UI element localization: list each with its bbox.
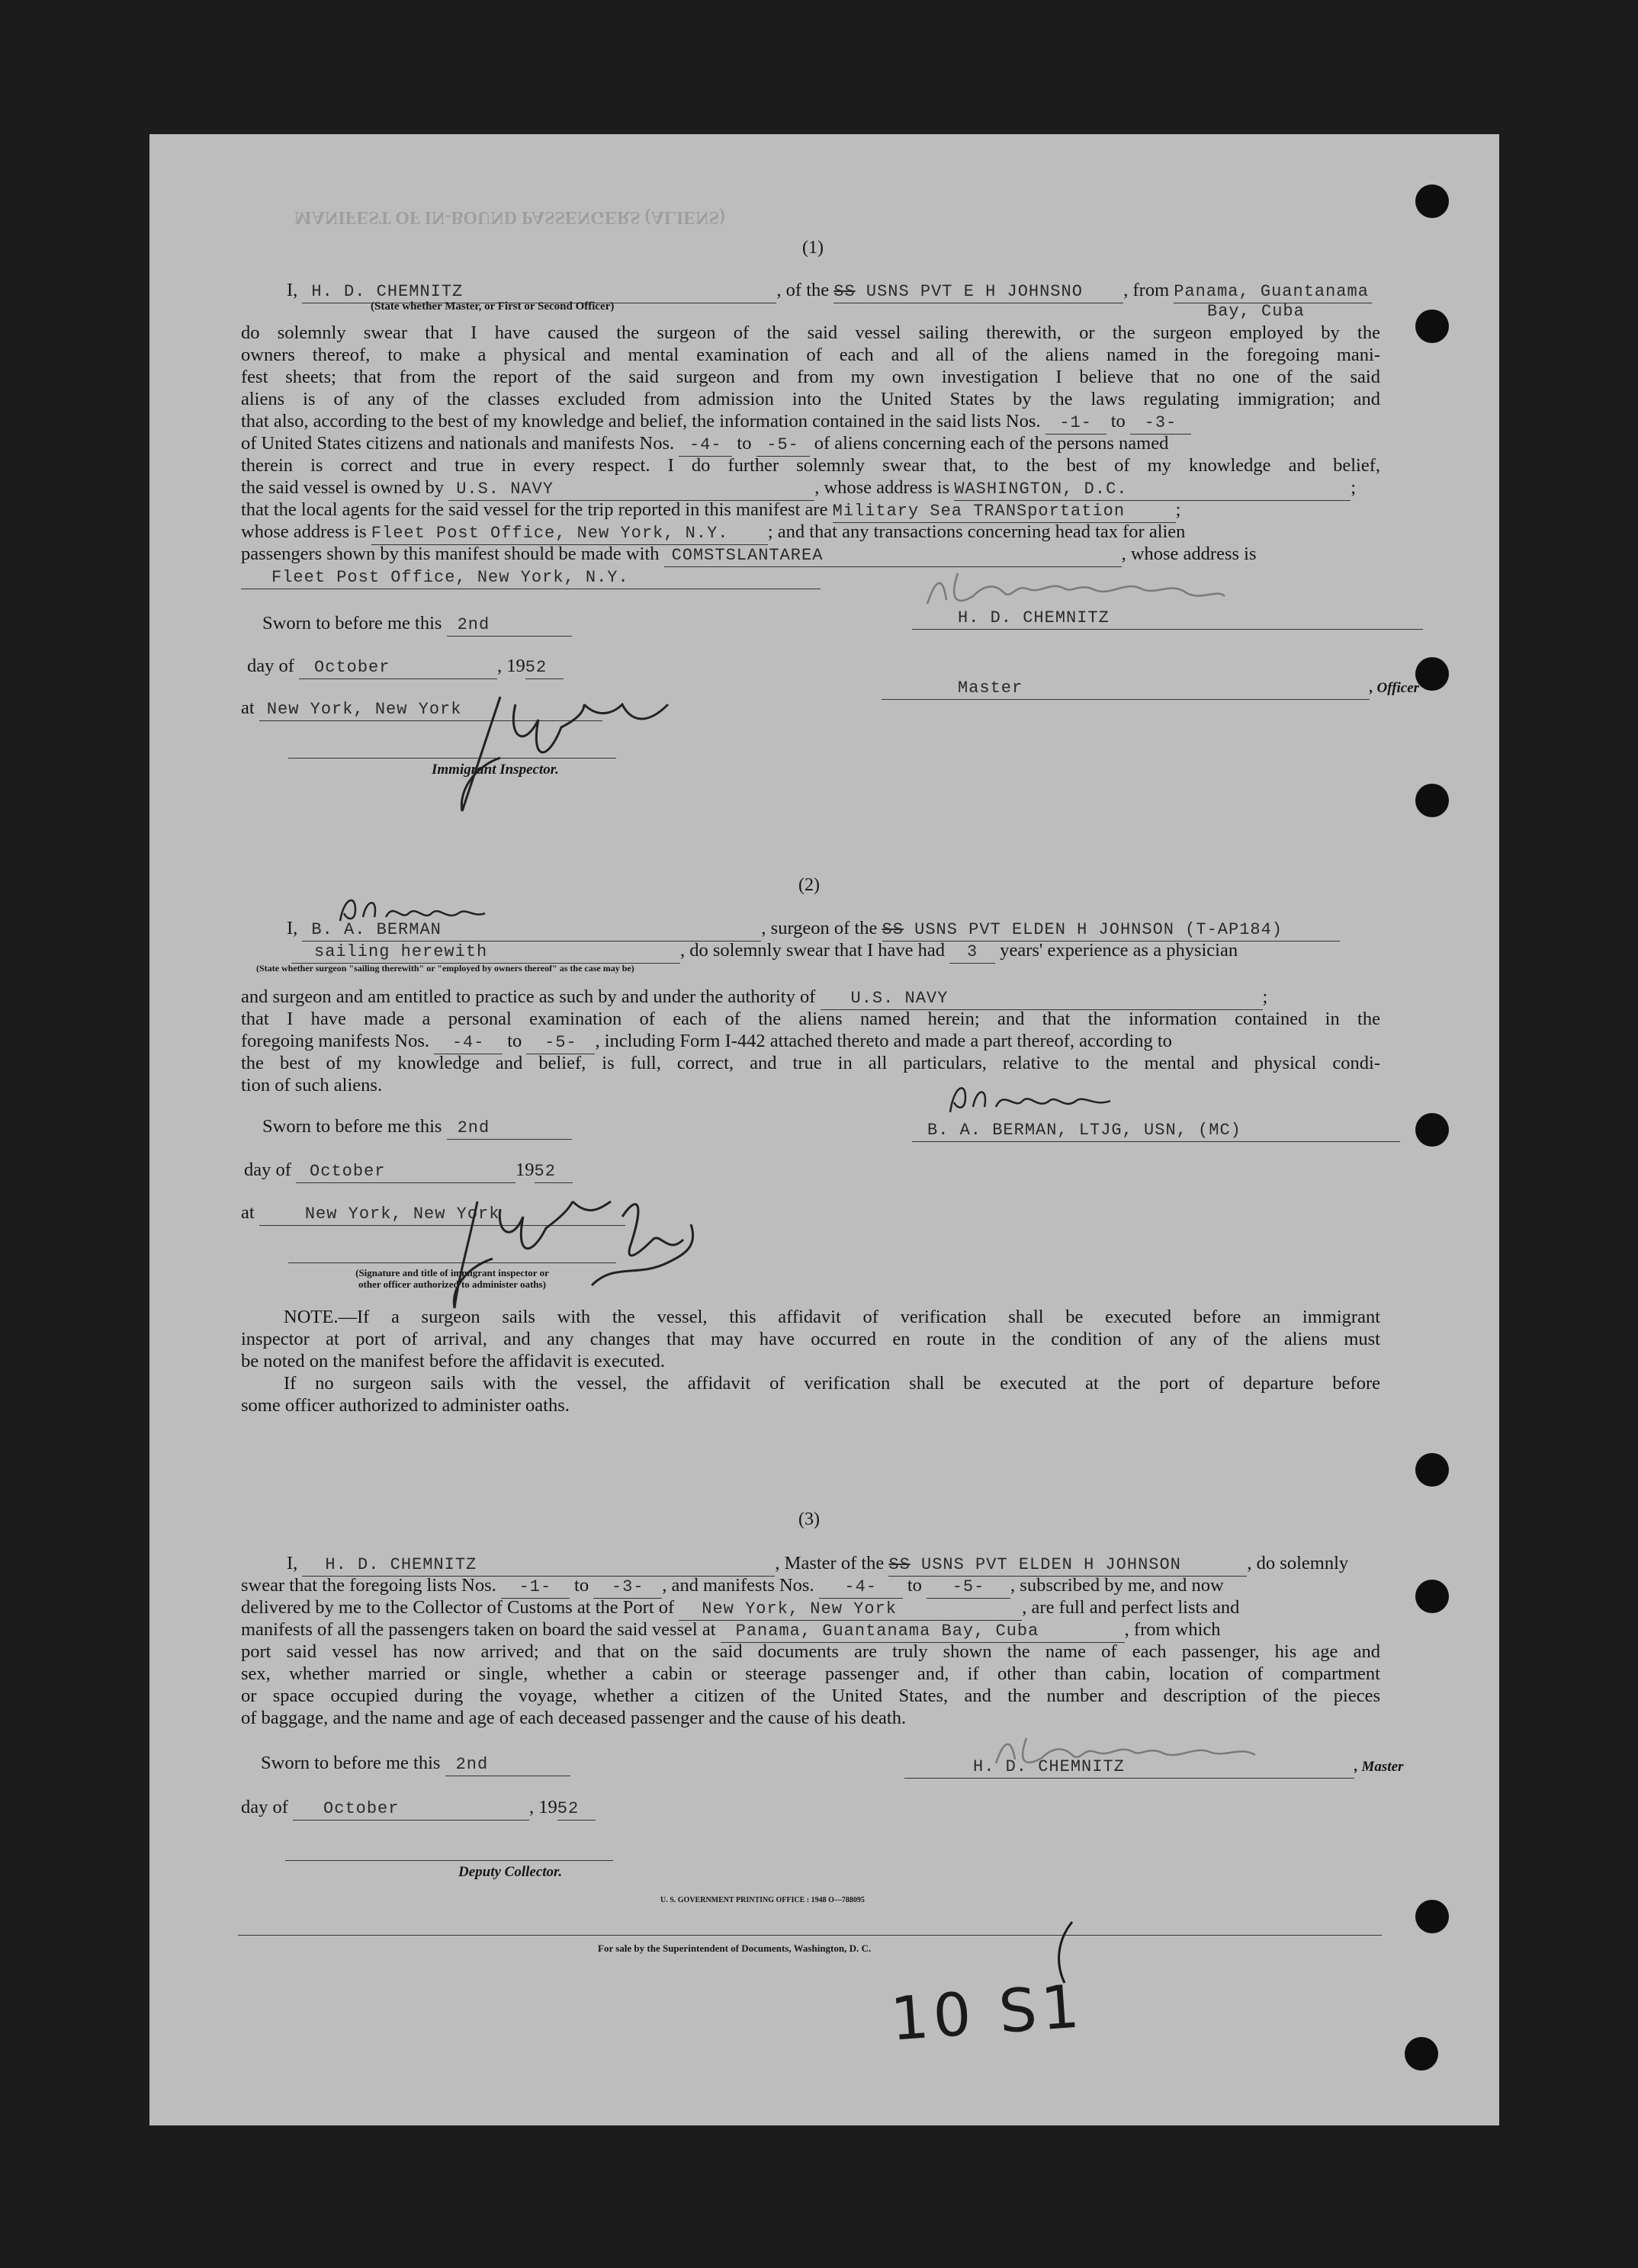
sailing-caption: (State whether surgeon "sailing therewith" or "employed by owners thereof" as the case may be) xyxy=(256,963,634,974)
master-name-field: H. D. CHEMNITZ xyxy=(302,1554,775,1577)
officer-signature-name: H. D. CHEMNITZ xyxy=(912,607,1423,630)
section-1-number: (1) xyxy=(802,238,824,258)
port-field: Panama, Guantanama xyxy=(1174,281,1372,303)
berman-signature-2 xyxy=(943,1078,1187,1121)
binder-hole xyxy=(1415,310,1449,343)
inspector-signature-2 xyxy=(439,1171,729,1323)
handwritten-mark xyxy=(1049,1918,1080,1987)
binder-hole xyxy=(1415,1900,1449,1933)
binder-hole xyxy=(1415,1453,1449,1487)
manifest-page: MANIFEST OF IN-BOUND PASSENGERS (ALIENS) (1) I, H. D. CHEMNITZ , of the SS USNS PVT E H JOHNSNO , from Panama, Guantanama (State whether Master, or First or Second Officer) Bay, Cuba do solemnly swear that I have caused the surgeon of the said vessel sailing therewith, or the surgeon employed by the owners thereof, to make a physical and mental examination of each and all of the aliens named in the foregoing mani- fest sheets; that from the report of the said surgeon and from my own investigation I believe that no one of the said aliens is of any of the classes excluded from admission into the United States by the laws regulating immigration; and that also, according to the best of my knowledge and belief, the information contained in the said lists Nos. -1- to -3- of United States citizens and nationals and manifests Nos. -4- to -5- of aliens concerning each of the persons named therein is correct and true in every respect. I do further solemnly swear that, to the best of my knowledge and belief, the said vessel is owned by U.S. NAVY , whose address is WASHINGTON, D.C. ; that the local agents for the said vessel for the trip reported in this manifest are Military Sea TRANSportation ; whose address is Fleet Post Office, New York, N.Y. ; and that any transactions concerning head tax for alien passengers shown by this manifest should be made with COMSTSLANTAREA , whose address is Fleet Post Office, New York, N.Y. Sworn to before me this 2nd day of October , 1952 at New York, New York Immigrant Inspector. H. D. CHEMNITZ Master , Officer (2) I, B. A. BERMAN , surgeon of the SS USNS PVT ELDEN H JOHNSON (T-AP184) sailing herewith , do solemnly swear that I have had 3 years' experience as a physician (State whether surgeon "sailing therewith" or "employed by owners thereof" as the case may be) and surgeon and am entitled to practice as such by and under the authority of U.S. NAVY ; that I have made a personal examination of each of the aliens named herein; and that the information contained in the foregoing manifests Nos. -4- to -5- , including Form I-442 attached thereto and made a part thereof, according to the best of my knowledge and belief, is full, correct, and true in all particulars, relative to the mental and physical condi- tion of such aliens. Sworn to before me this 2nd B. A. BERMAN, LTJG, USN, (MC) day of October 1952 at New York, New York (Signature and title of immigrant inspector or other officer authorized to administer oaths) NOTE.—If a surgeon sails with the vessel, this affidavit of verification shall be executed before an immigrant inspector at port of arrival, and any changes that may have occurred en route in the condition of any of the aliens must be noted on the manifest before the affidavit is executed. If no surgeon sails with the vessel, the affidavit of verification shall be executed at the port of departure before some officer authorized to administer oaths. (3) I, H. D. CHEMNITZ , Master of the SS USNS PVT ELDEN H JOHNSON , do solemnly swear that the foregoing lists Nos. -1- to -3- , and manifests Nos. -4- to -5- , subscribed by me, and now delivered by me to the Collector of Customs at the Port of New York, New York , are full and perfect lists and manifests of all the passengers taken on board the said vessel at Panama, Guantanama Bay, Cuba , from which port said vessel has now arrived; and that on the said documents are truly shown the name of each passenger, his age and sex, whether married or single, whether a cabin or steerage passenger and, if other than cabin, location of compartment or space occupied during the voyage, whether a citizen of the United States, and the number and description of the pieces of baggage, and the name and age of each deceased passenger and the cause of his death. Sworn to before me this 2nd H. D. CHEMNITZ , Master day of October , 1952 Deputy Collector. U. S. GOVERNMENT PRINTING OFFICE : 1948 O—788095 For sale by the Superintendent of Documents, Washington, D. C. 10 S1 xyxy=(149,134,1499,2125)
officer-name-field: H. D. CHEMNITZ xyxy=(302,281,776,303)
inspector-signature-1 xyxy=(454,674,683,819)
binder-hole xyxy=(1415,784,1449,817)
binder-hole xyxy=(1415,184,1449,218)
master-signature-name: H. D. CHEMNITZ xyxy=(904,1756,1354,1779)
deputy-collector-label: Deputy Collector. xyxy=(458,1864,563,1880)
surgeon-vessel-field: SS USNS PVT ELDEN H JOHNSON (T-AP184) xyxy=(882,919,1340,942)
immigrant-inspector-label: Immigrant Inspector. xyxy=(432,762,559,778)
binder-hole xyxy=(1415,657,1449,691)
surgeon-signature-name: B. A. BERMAN, LTJG, USN, (MC) xyxy=(912,1119,1400,1142)
binder-hole xyxy=(1405,2037,1438,2071)
binder-hole xyxy=(1415,1580,1449,1613)
chemnitz-signature-1 xyxy=(920,566,1377,619)
bleed-through-text: MANIFEST OF IN-BOUND PASSENGERS (ALIENS) xyxy=(294,207,725,227)
binder-hole xyxy=(1415,1113,1449,1147)
handwritten-number: 10 S1 xyxy=(888,1972,1087,2055)
master-vessel-field: SS USNS PVT ELDEN H JOHNSON xyxy=(888,1554,1247,1577)
officer-caption: (State whether Master, or First or Second Officer) xyxy=(371,300,615,313)
sec1-line1: I, H. D. CHEMNITZ , of the SS USNS PVT E H JOHNSNO , from Panama, Guantanama xyxy=(287,279,1372,303)
sale-notice: For sale by the Superintendent of Documents, Washington, D. C. xyxy=(598,1942,872,1954)
surgeon-name-field: B. A. BERMAN xyxy=(302,919,761,942)
port-field-line2: Bay, Cuba xyxy=(1207,302,1305,321)
gpo-imprint: U. S. GOVERNMENT PRINTING OFFICE : 1948 O—788095 xyxy=(660,1896,865,1904)
section-2-number: (2) xyxy=(798,875,820,895)
inspector-caption: (Signature and title of immigrant inspector or other officer authorized to administer oaths) xyxy=(355,1267,549,1290)
section-3-number: (3) xyxy=(798,1509,820,1529)
vessel-field: SS USNS PVT E H JOHNSNO xyxy=(833,281,1123,303)
officer-rank: Master xyxy=(882,677,1370,700)
